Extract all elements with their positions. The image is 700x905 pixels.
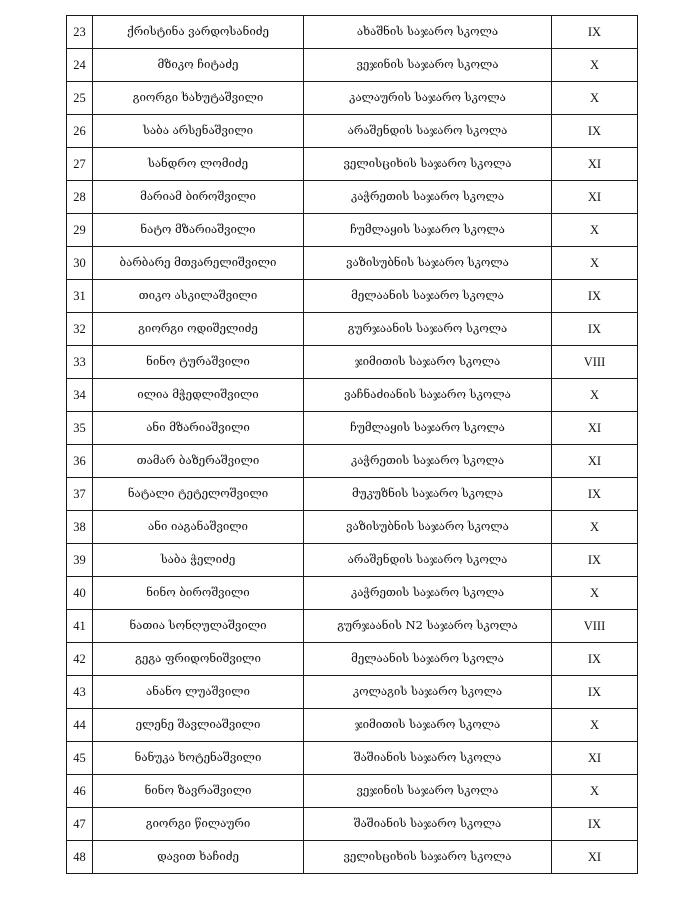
table-row <box>67 247 638 280</box>
row-number-cell: 42 <box>67 643 93 676</box>
grade-cell: VIII <box>552 346 638 379</box>
table-row <box>67 313 638 346</box>
grade-cell: IX <box>552 643 638 676</box>
row-number-cell: 27 <box>67 148 93 181</box>
row-number-cell: 35 <box>67 412 93 445</box>
student-name-cell: ქრისტინა ვარდოსანიძე <box>93 16 304 49</box>
grade-cell: IX <box>552 544 638 577</box>
student-name-cell: გიორგი ოდიშელიძე <box>93 313 304 346</box>
student-name-cell: თიკო ასკილაშვილი <box>93 280 304 313</box>
student-name-cell: საბა არსენაშვილი <box>93 115 304 148</box>
grade-cell: IX <box>552 313 638 346</box>
student-name-cell: ნათია სონღულაშვილი <box>93 610 304 643</box>
school-name-cell: ვაზისუბნის საჯარო სკოლა <box>304 511 552 544</box>
school-name-cell: ახაშნის საჯარო სკოლა <box>304 16 552 49</box>
row-number-cell: 37 <box>67 478 93 511</box>
school-name-cell: ჯიმითის საჯარო სკოლა <box>304 709 552 742</box>
row-number-cell: 26 <box>67 115 93 148</box>
student-name-cell: ნატალი ტეტელოშვილი <box>93 478 304 511</box>
table-row <box>67 544 638 577</box>
row-number-cell: 33 <box>67 346 93 379</box>
row-number-cell: 38 <box>67 511 93 544</box>
school-name-cell: მუკუზნის საჯარო სკოლა <box>304 478 552 511</box>
student-name-cell: საბა ჭელიძე <box>93 544 304 577</box>
row-number-cell: 23 <box>67 16 93 49</box>
student-name-cell: გიორგი წილაური <box>93 808 304 841</box>
grade-cell: VIII <box>552 610 638 643</box>
school-name-cell: არაშენდის საჯარო სკოლა <box>304 115 552 148</box>
grade-cell: X <box>552 577 638 610</box>
row-number-cell: 34 <box>67 379 93 412</box>
table-row <box>67 610 638 643</box>
table-row <box>67 445 638 478</box>
school-name-cell: ვაზისუბნის საჯარო სკოლა <box>304 247 552 280</box>
table-row <box>67 841 638 874</box>
row-number-cell: 40 <box>67 577 93 610</box>
student-name-cell: გიორგი ხახუტაშვილი <box>93 82 304 115</box>
student-name-cell: ნანუკა ხოტენაშვილი <box>93 742 304 775</box>
school-name-cell: კოლაგის საჯარო სკოლა <box>304 676 552 709</box>
grade-cell: IX <box>552 16 638 49</box>
table-row <box>67 511 638 544</box>
student-name-cell: ანანო ლუაშვილი <box>93 676 304 709</box>
grade-cell: XI <box>552 181 638 214</box>
roster-table-body <box>67 16 638 874</box>
table-row <box>67 577 638 610</box>
school-name-cell: ვეჯინის საჯარო სკოლა <box>304 49 552 82</box>
grade-cell: X <box>552 379 638 412</box>
document-page <box>66 15 633 874</box>
student-name-cell: გეგა ფრიდონიშვილი <box>93 643 304 676</box>
row-number-cell: 25 <box>67 82 93 115</box>
school-name-cell: გურჯაანის საჯარო სკოლა <box>304 313 552 346</box>
student-name-cell: დავით ხაჩიძე <box>93 841 304 874</box>
student-name-cell: ილია მჭედლიშვილი <box>93 379 304 412</box>
school-name-cell: ჩუმლაყის საჯარო სკოლა <box>304 214 552 247</box>
grade-cell: X <box>552 709 638 742</box>
student-name-cell: ნატო მზარიაშვილი <box>93 214 304 247</box>
table-row <box>67 148 638 181</box>
row-number-cell: 32 <box>67 313 93 346</box>
school-name-cell: გურჯაანის N2 საჯარო სკოლა <box>304 610 552 643</box>
school-name-cell: არაშენდის საჯარო სკოლა <box>304 544 552 577</box>
row-number-cell: 36 <box>67 445 93 478</box>
table-row <box>67 346 638 379</box>
grade-cell: IX <box>552 808 638 841</box>
row-number-cell: 24 <box>67 49 93 82</box>
school-name-cell: ველისციხის საჯარო სკოლა <box>304 841 552 874</box>
grade-cell: X <box>552 82 638 115</box>
student-name-cell: ელენე შავლიაშვილი <box>93 709 304 742</box>
table-row <box>67 808 638 841</box>
row-number-cell: 44 <box>67 709 93 742</box>
row-number-cell: 46 <box>67 775 93 808</box>
student-name-cell: სანდრო ლომიძე <box>93 148 304 181</box>
grade-cell: X <box>552 775 638 808</box>
table-row <box>67 181 638 214</box>
student-roster-table <box>66 15 638 874</box>
grade-cell: IX <box>552 280 638 313</box>
table-row <box>67 115 638 148</box>
school-name-cell: ჯიმითის საჯარო სკოლა <box>304 346 552 379</box>
grade-cell: XI <box>552 742 638 775</box>
table-row <box>67 82 638 115</box>
school-name-cell: ველისციხის საჯარო სკოლა <box>304 148 552 181</box>
row-number-cell: 31 <box>67 280 93 313</box>
table-row <box>67 16 638 49</box>
student-name-cell: ნინო ტურაშვილი <box>93 346 304 379</box>
student-name-cell: მზიკო ჩიტაძე <box>93 49 304 82</box>
school-name-cell: ჩუმლაყის საჯარო სკოლა <box>304 412 552 445</box>
grade-cell: X <box>552 214 638 247</box>
table-row <box>67 49 638 82</box>
student-name-cell: მარიამ ბიროშვილი <box>93 181 304 214</box>
school-name-cell: შაშიანის საჯარო სკოლა <box>304 808 552 841</box>
school-name-cell: კაჭრეთის საჯარო სკოლა <box>304 445 552 478</box>
school-name-cell: კალაურის საჯარო სკოლა <box>304 82 552 115</box>
grade-cell: XI <box>552 412 638 445</box>
grade-cell: X <box>552 49 638 82</box>
school-name-cell: ვეჯინის საჯარო სკოლა <box>304 775 552 808</box>
school-name-cell: მელაანის საჯარო სკოლა <box>304 280 552 313</box>
school-name-cell: კაჭრეთის საჯარო სკოლა <box>304 181 552 214</box>
school-name-cell: ვაჩნაძიანის საჯარო სკოლა <box>304 379 552 412</box>
table-row <box>67 478 638 511</box>
student-name-cell: ანი იაგანაშვილი <box>93 511 304 544</box>
grade-cell: XI <box>552 445 638 478</box>
row-number-cell: 29 <box>67 214 93 247</box>
grade-cell: X <box>552 247 638 280</box>
grade-cell: XI <box>552 148 638 181</box>
student-name-cell: ნინო ბიროშვილი <box>93 577 304 610</box>
grade-cell: IX <box>552 115 638 148</box>
grade-cell: X <box>552 511 638 544</box>
table-row <box>67 643 638 676</box>
row-number-cell: 39 <box>67 544 93 577</box>
table-row <box>67 214 638 247</box>
grade-cell: IX <box>552 676 638 709</box>
student-name-cell: ანი მზარიაშვილი <box>93 412 304 445</box>
student-name-cell: თამარ ბაზერაშვილი <box>93 445 304 478</box>
table-row <box>67 280 638 313</box>
table-row <box>67 742 638 775</box>
row-number-cell: 28 <box>67 181 93 214</box>
row-number-cell: 43 <box>67 676 93 709</box>
school-name-cell: მელაანის საჯარო სკოლა <box>304 643 552 676</box>
grade-cell: IX <box>552 478 638 511</box>
row-number-cell: 47 <box>67 808 93 841</box>
school-name-cell: შაშიანის საჯარო სკოლა <box>304 742 552 775</box>
row-number-cell: 41 <box>67 610 93 643</box>
table-row <box>67 379 638 412</box>
grade-cell: XI <box>552 841 638 874</box>
row-number-cell: 48 <box>67 841 93 874</box>
table-row <box>67 676 638 709</box>
table-row <box>67 709 638 742</box>
row-number-cell: 45 <box>67 742 93 775</box>
school-name-cell: კაჭრეთის საჯარო სკოლა <box>304 577 552 610</box>
table-row <box>67 775 638 808</box>
table-row <box>67 412 638 445</box>
student-name-cell: ბარბარე მთვარელიშვილი <box>93 247 304 280</box>
student-name-cell: ნინო ზავრაშვილი <box>93 775 304 808</box>
row-number-cell: 30 <box>67 247 93 280</box>
